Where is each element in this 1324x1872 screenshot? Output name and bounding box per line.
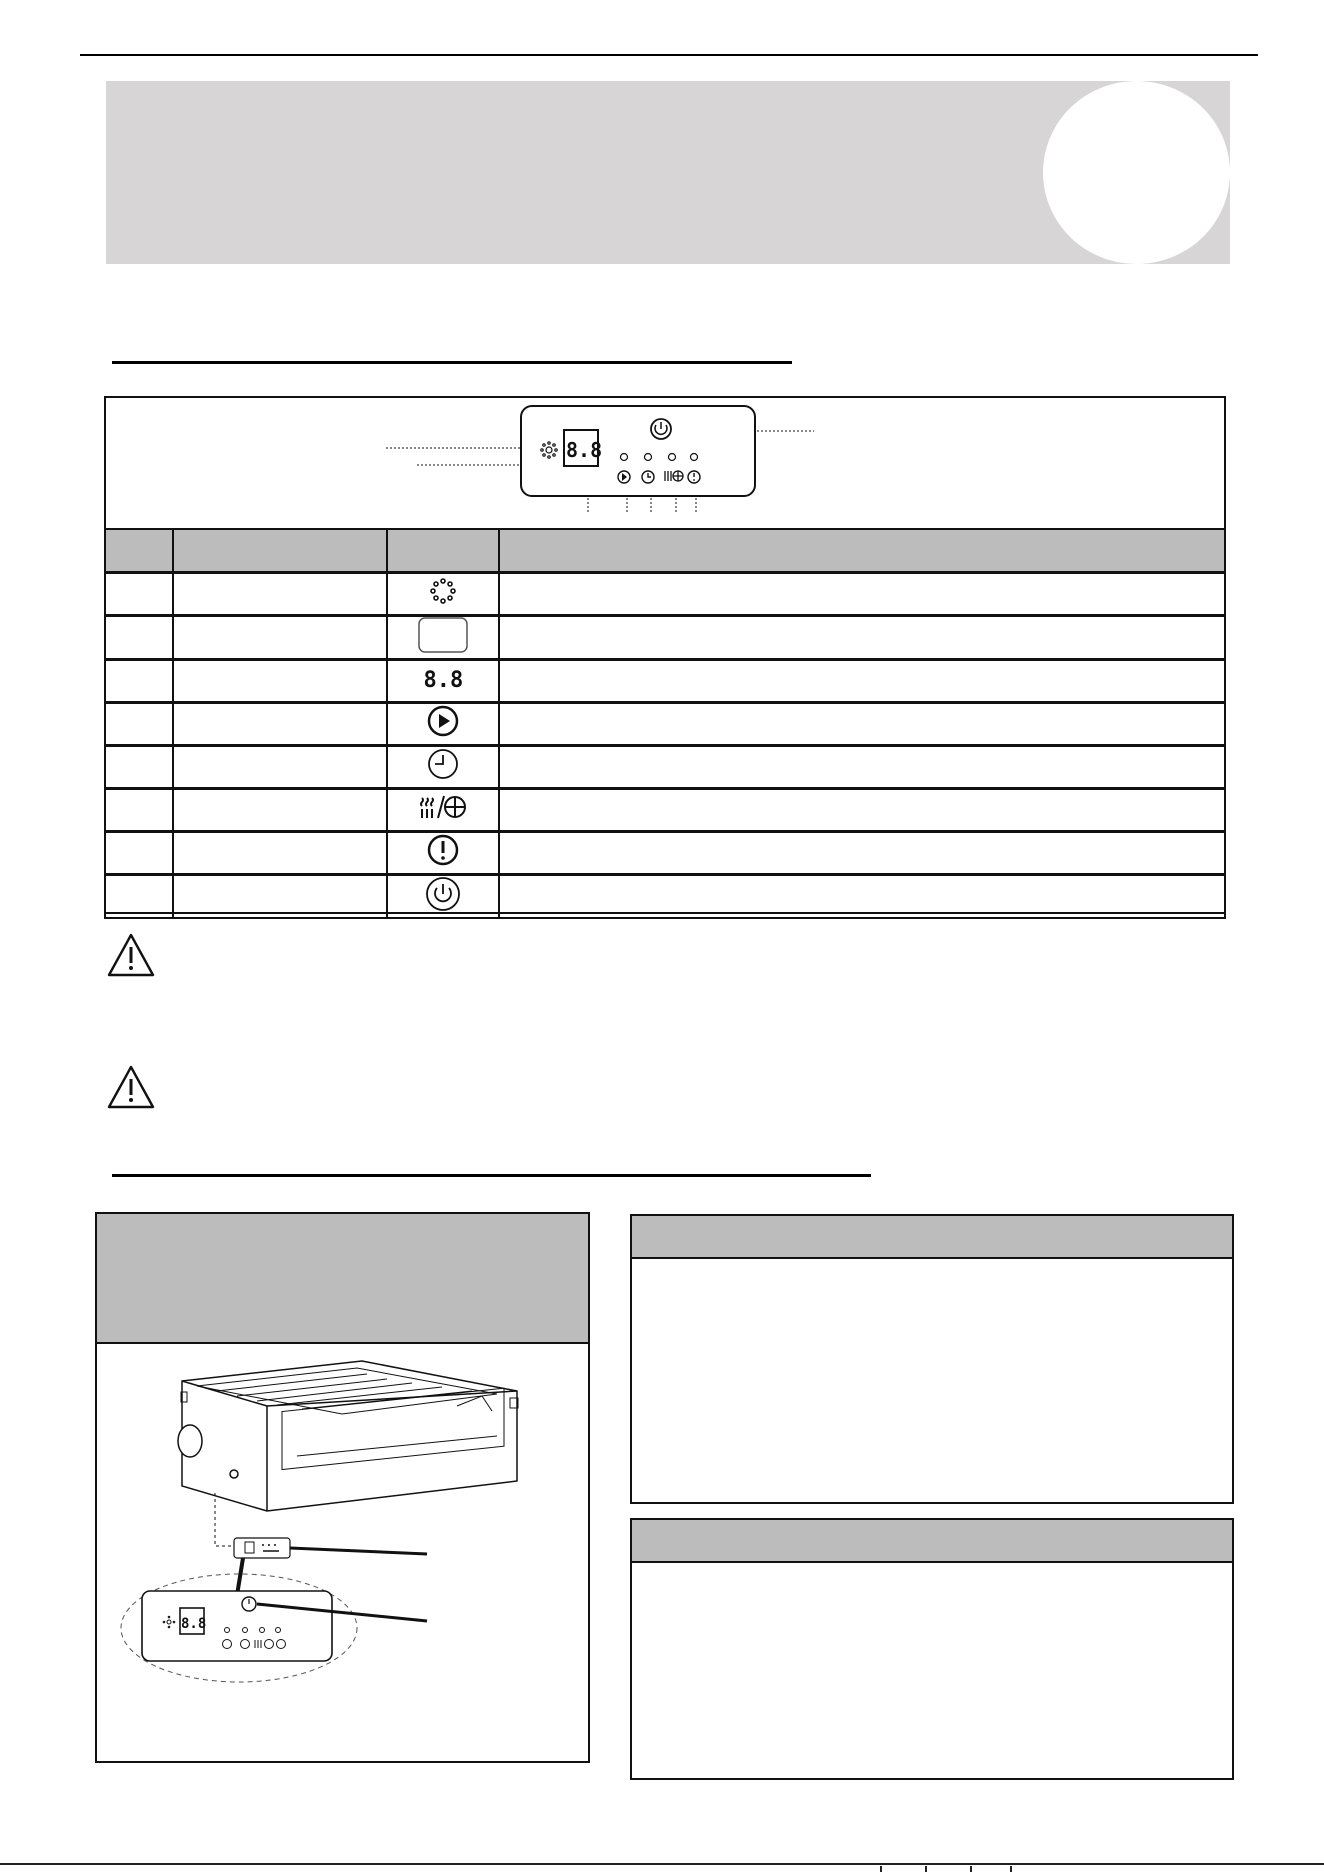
bottom-tick bbox=[970, 1866, 972, 1872]
info-card-1 bbox=[630, 1214, 1234, 1504]
clock-icon bbox=[426, 747, 460, 781]
row-no bbox=[105, 572, 173, 615]
col-icon bbox=[387, 529, 499, 572]
row-desc bbox=[499, 874, 1225, 918]
row-name bbox=[173, 615, 388, 659]
power-icon bbox=[425, 876, 461, 912]
seven-segment-icon: 8.8 bbox=[423, 668, 464, 693]
info-card-2 bbox=[630, 1518, 1234, 1780]
row-no bbox=[105, 659, 173, 702]
bottom-tick bbox=[880, 1866, 882, 1872]
info-card-1-header bbox=[632, 1216, 1232, 1259]
header-circle bbox=[1043, 81, 1230, 264]
zoom-display-digits: 8.8 bbox=[181, 1616, 207, 1632]
row-name bbox=[173, 659, 388, 702]
bottom-rule bbox=[0, 1863, 1324, 1865]
unit-location-card-header bbox=[97, 1214, 588, 1344]
row-name bbox=[173, 831, 388, 874]
row-name bbox=[173, 572, 388, 615]
table-row bbox=[105, 745, 1225, 788]
display-digits: 8.8 bbox=[566, 438, 603, 462]
play-circle-icon bbox=[426, 704, 460, 738]
row-name bbox=[173, 874, 388, 918]
section2-rule bbox=[112, 1174, 871, 1177]
rounded-rect-icon bbox=[418, 617, 468, 653]
warning-triangle-icon bbox=[106, 932, 156, 978]
control-panel-drawing bbox=[522, 407, 758, 499]
row-no bbox=[105, 615, 173, 659]
row-no bbox=[105, 745, 173, 788]
row-name bbox=[173, 702, 388, 745]
key-table bbox=[104, 528, 1226, 919]
clock-small-icon bbox=[642, 471, 654, 483]
table-row bbox=[105, 659, 1225, 702]
row-desc bbox=[499, 615, 1225, 659]
row-desc bbox=[499, 572, 1225, 615]
row-name bbox=[173, 788, 388, 831]
col-name bbox=[173, 529, 388, 572]
table-row bbox=[105, 572, 1225, 615]
alert-small-icon bbox=[688, 471, 700, 483]
table-row bbox=[105, 702, 1225, 745]
row-desc bbox=[499, 788, 1225, 831]
row-no bbox=[105, 702, 173, 745]
bottom-tick bbox=[1010, 1866, 1012, 1872]
warning-triangle-icon bbox=[106, 1064, 156, 1110]
col-desc bbox=[499, 529, 1225, 572]
row-no bbox=[105, 788, 173, 831]
dots-ring-icon bbox=[429, 577, 457, 605]
table-row bbox=[105, 874, 1225, 918]
table-row bbox=[105, 831, 1225, 874]
key-table-header bbox=[105, 529, 1225, 572]
heat-fan-small-icon bbox=[665, 471, 683, 481]
ducted-unit-illustration bbox=[97, 1346, 588, 1763]
row-no bbox=[105, 874, 173, 918]
row-desc bbox=[499, 702, 1225, 745]
alert-circle-icon bbox=[426, 833, 460, 867]
table-row bbox=[105, 788, 1225, 831]
section1-rule bbox=[112, 361, 792, 364]
row-no bbox=[105, 831, 173, 874]
table-row bbox=[105, 615, 1225, 659]
row-desc bbox=[499, 831, 1225, 874]
info-card-2-header bbox=[632, 1520, 1232, 1563]
unit-location-card bbox=[95, 1212, 590, 1763]
top-rule bbox=[80, 54, 1258, 56]
row-name bbox=[173, 745, 388, 788]
row-desc bbox=[499, 659, 1225, 702]
control-panel-illustration bbox=[520, 405, 756, 497]
bottom-tick bbox=[925, 1866, 927, 1872]
row-desc bbox=[499, 745, 1225, 788]
sun-dots-icon bbox=[541, 442, 557, 458]
heat-fan-icon bbox=[418, 792, 468, 822]
col-no bbox=[105, 529, 173, 572]
